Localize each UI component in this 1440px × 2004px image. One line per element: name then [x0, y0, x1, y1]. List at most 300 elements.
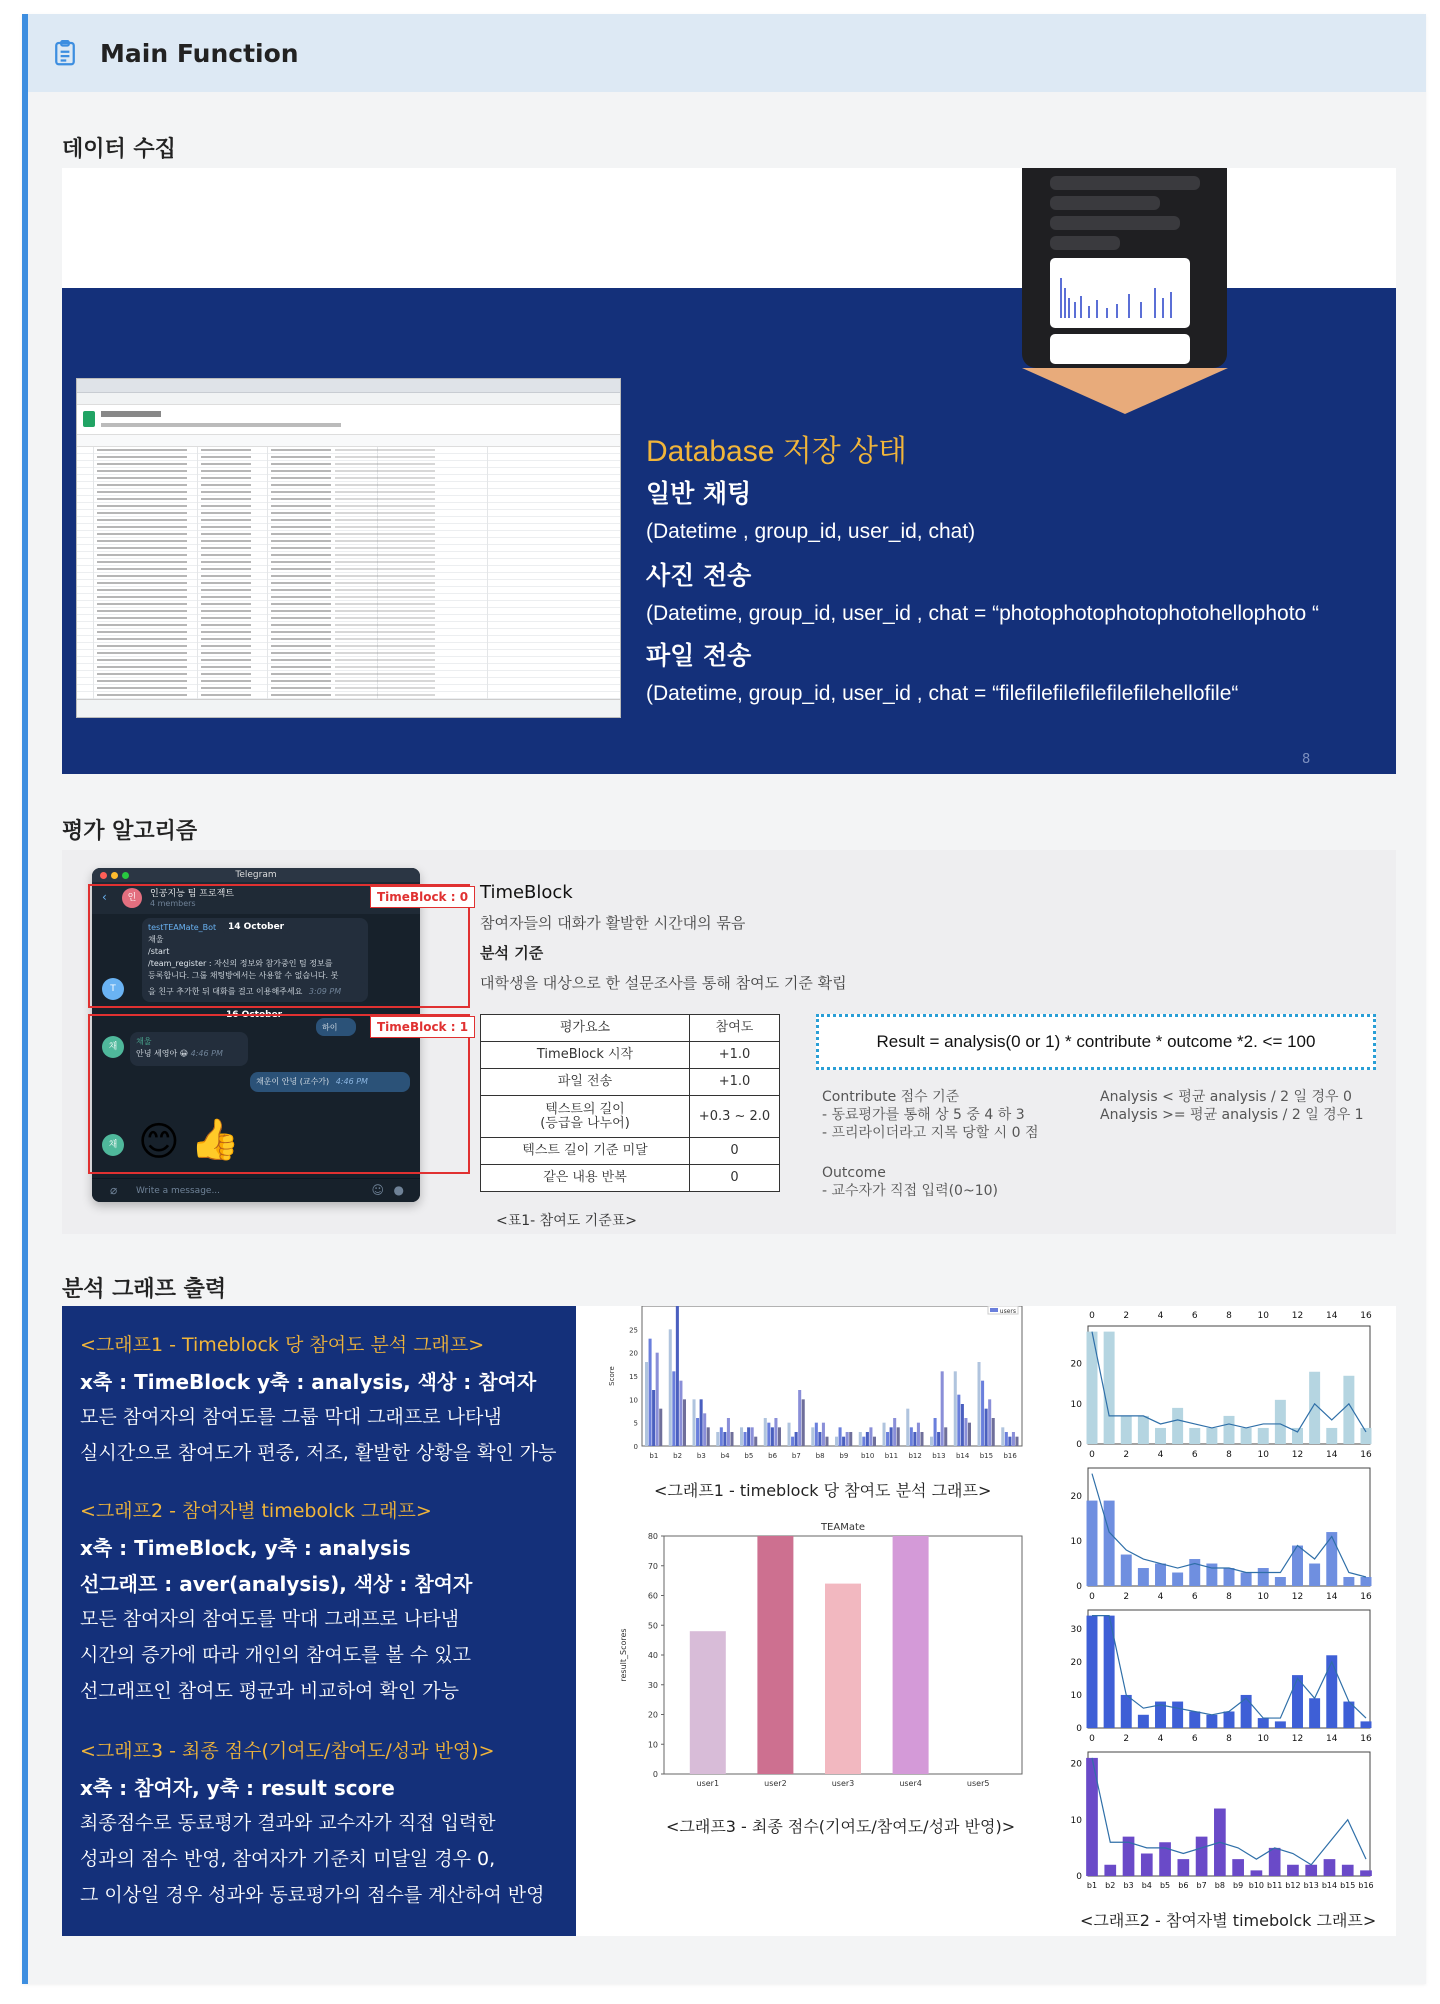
bar [720, 1427, 723, 1446]
graphs-slide [62, 1306, 1396, 1936]
bar [815, 1423, 818, 1446]
bar [1087, 1501, 1098, 1586]
graph2-user2-chart [1058, 1464, 1396, 1604]
bar [1224, 1568, 1235, 1586]
y-tick-label: 25 [629, 1326, 638, 1335]
bar [1206, 1428, 1217, 1444]
x-tick-label: b15 [979, 1452, 994, 1460]
timeblock-title: TimeBlock [480, 882, 573, 903]
x-tick-label: b11 [1267, 1881, 1283, 1890]
graph3-axes: x축 : 참여자, y축 : result score [80, 1776, 395, 1800]
x-tick-label: b8 [815, 1452, 825, 1460]
x-tick-label: 14 [1326, 1734, 1338, 1744]
db-item-label: 파일 전송 [646, 641, 752, 670]
bar [1196, 1837, 1208, 1876]
bar [968, 1423, 971, 1446]
bar [835, 1437, 838, 1446]
x-tick-label: 8 [1226, 1734, 1232, 1744]
bar [1324, 1859, 1336, 1876]
microphone-icon: ● [393, 1183, 404, 1197]
bar [1309, 1564, 1320, 1586]
avatar: 채 [102, 1134, 124, 1156]
x-tick-label: b16 [1003, 1452, 1017, 1460]
bar [1206, 1715, 1217, 1728]
graph3-bar-chart [612, 1518, 1032, 1798]
bar [920, 1432, 923, 1446]
y-tick-label: 40 [647, 1651, 658, 1660]
bar [1015, 1437, 1018, 1446]
graph3-desc: 성과의 점수 반영, 참여자가 기준치 미달일 경우 0, [80, 1848, 496, 1870]
bar [771, 1427, 774, 1446]
bar [913, 1432, 916, 1446]
result-formula: Result = analysis(0 or 1) * contribute * outcome *2. <= 100 [816, 1014, 1376, 1070]
bar [1232, 1859, 1244, 1876]
bar [788, 1423, 791, 1446]
x-tick-label: 6 [1191, 1450, 1198, 1460]
timeblock-0-label: TimeBlock : 0 [370, 886, 475, 908]
bar [767, 1423, 770, 1446]
bar [978, 1362, 981, 1446]
criteria-title: 분석 기준 [480, 944, 544, 962]
section-title-algorithm: 평가 알고리즘 [62, 819, 198, 844]
bar [1001, 1427, 1004, 1446]
bar [754, 1437, 757, 1446]
x-tick-label: user1 [696, 1779, 720, 1788]
y-tick-label: 20 [1070, 1359, 1082, 1370]
x-tick-label: b2 [673, 1452, 683, 1460]
slide-number: 8 [1302, 752, 1311, 767]
bar [1275, 1577, 1286, 1586]
bar [1172, 1702, 1183, 1728]
bar [897, 1427, 900, 1446]
bar [917, 1423, 920, 1446]
graph2-user3-chart [1058, 1606, 1396, 1746]
outcome-note: Outcome - 교수자가 직접 입력(0~10) [822, 1165, 998, 1199]
chart-title: TEAMate [820, 1522, 866, 1533]
graph2-line: 선그래프 : aver(analysis), 색상 : 참여자 [80, 1572, 473, 1596]
bar [1224, 1711, 1235, 1728]
y-tick-label: 30 [647, 1680, 658, 1690]
bar [1104, 1332, 1115, 1444]
y-tick-label: 30 [1070, 1624, 1082, 1635]
db-item-schema: (Datetime, group_id, user_id , chat = “filefilefilefilefilefilehellofile“ [646, 682, 1239, 705]
x-tick-label: b1 [1086, 1881, 1098, 1890]
incoming-message: 채울 안녕 세영아 😀 4:46 PM [130, 1032, 248, 1066]
x-tick-label: b15 [1340, 1881, 1356, 1890]
bar [649, 1339, 652, 1446]
bar [862, 1437, 865, 1446]
x-tick-label-top: 0 [1089, 1311, 1095, 1321]
db-item-label: 일반 채팅 [646, 479, 752, 508]
x-tick-label: b12 [908, 1452, 922, 1460]
bar [992, 1418, 995, 1446]
bar [1241, 1428, 1252, 1444]
bar [747, 1427, 750, 1446]
bar [839, 1427, 842, 1446]
bar [1275, 1721, 1286, 1728]
smile-emoji-icon: 😊 [138, 1119, 180, 1165]
bar [645, 1362, 648, 1446]
bar [846, 1432, 849, 1446]
graph2-axes: x축 : TimeBlock, y축 : analysis [80, 1536, 411, 1560]
outgoing-message: 채운이 안녕 (교수가) 4:46 PM [250, 1072, 410, 1092]
bar [1326, 1532, 1337, 1586]
bar [944, 1427, 947, 1446]
graph2-desc: 선그래프인 참여도 평균과 비교하여 확인 가능 [80, 1680, 459, 1702]
x-tick-label: b3 [696, 1452, 706, 1460]
x-tick-label: user5 [966, 1779, 990, 1788]
participation-table: 평가요소 참여도 TimeBlock 시작 +1.0 파일 전송 +1.0 텍스트의 길이 (등급을 나누어) +0.3 ~ 2.0 텍스트 길이 기준 미달 0 같은 내용 반복 0 [480, 1014, 780, 1192]
contribute-note: Contribute 점수 기준 - 동료평가를 통해 상 5 중 4 하 3 - 프리라이더라고 지목 당할 시 0 점 [822, 1089, 1039, 1141]
bar [961, 1404, 964, 1446]
bar [696, 1418, 699, 1446]
y-tick-label: 20 [1070, 1657, 1082, 1668]
x-tick-label: b4 [720, 1452, 730, 1460]
y-tick-label: 10 [1070, 1690, 1082, 1701]
bar [1343, 1577, 1354, 1586]
bar [1258, 1428, 1269, 1444]
bar [795, 1432, 798, 1446]
graph2-user4-chart [1058, 1748, 1396, 1898]
bar [1155, 1428, 1166, 1444]
bar [652, 1390, 655, 1446]
bar [703, 1413, 706, 1446]
bar [893, 1418, 896, 1446]
bar [886, 1432, 889, 1446]
y-tick-label: 5 [633, 1419, 638, 1428]
bar [1121, 1416, 1132, 1444]
x-tick-label: 2 [1123, 1592, 1130, 1602]
x-tick-label: b6 [1178, 1881, 1189, 1890]
bar [1361, 1577, 1372, 1586]
arrow-down-icon [1022, 368, 1228, 414]
bar [1361, 1721, 1372, 1728]
x-tick-label: b7 [1196, 1881, 1207, 1890]
graphs-description-panel [62, 1306, 576, 1936]
x-tick-label: b14 [955, 1452, 970, 1460]
back-icon: ‹ [102, 890, 107, 904]
y-tick-label: 60 [647, 1591, 658, 1601]
bar [1005, 1432, 1008, 1446]
x-tick-label: 12 [1291, 1592, 1304, 1602]
criteria-desc: 대학생을 대상으로 한 설문조사를 통해 참여도 기준 확립 [480, 974, 847, 992]
graph1-desc: 모든 참여자의 참여도를 그룹 막대 그래프로 나타냄 [80, 1406, 502, 1428]
bar [1287, 1865, 1299, 1876]
x-tick-label: b14 [1321, 1881, 1338, 1890]
y-tick-label: 20 [1070, 1492, 1082, 1503]
graph2-desc: 모든 참여자의 참여도를 막대 그래프로 나타냄 [80, 1608, 459, 1630]
x-tick-label-top: 12 [1291, 1311, 1304, 1321]
bar [1177, 1859, 1189, 1876]
x-tick-label: 6 [1191, 1734, 1198, 1744]
graph3-caption: <그래프3 - 최종 점수(기여도/참여도/성과 반영)> [666, 1817, 1016, 1836]
bar [679, 1381, 682, 1446]
timeblock-desc: 참여자들의 대화가 활발한 시간대의 묶음 [480, 914, 746, 932]
bar [723, 1432, 726, 1446]
bar [690, 1631, 726, 1774]
phone-screenshot [1022, 168, 1227, 368]
bar [740, 1427, 743, 1446]
bar [818, 1432, 821, 1446]
bar [1172, 1408, 1183, 1444]
bar [1008, 1437, 1011, 1446]
x-tick-label: user3 [831, 1779, 855, 1788]
clipboard-icon [50, 38, 80, 68]
graph1-grouped-bar-chart [602, 1306, 1032, 1466]
attach-icon: ⌀ [110, 1183, 118, 1197]
x-tick-label: b13 [932, 1452, 946, 1460]
bar [859, 1432, 862, 1446]
x-tick-label: b5 [1159, 1881, 1171, 1890]
bar [930, 1437, 933, 1446]
bar [1241, 1695, 1252, 1728]
x-tick-label: b10 [1248, 1881, 1265, 1890]
analysis-note: Analysis < 평균 analysis / 2 일 경우 0 Analysis >= 평균 analysis / 2 일 경우 1 [1100, 1089, 1364, 1123]
bar [707, 1427, 710, 1446]
y-tick-label: 50 [647, 1621, 658, 1631]
bar [1104, 1865, 1116, 1876]
x-tick-label: 2 [1123, 1734, 1130, 1744]
avatar: 인 [122, 888, 142, 908]
bar [866, 1432, 869, 1446]
bar [811, 1427, 814, 1446]
emoji-icon: ☺ [371, 1183, 384, 1197]
bar [1251, 1870, 1263, 1876]
date-separator: 14 October [222, 920, 290, 934]
bar [1138, 1568, 1149, 1586]
spreadsheet-screenshot [76, 378, 621, 718]
x-tick-label: user2 [764, 1779, 787, 1788]
bar [1342, 1865, 1354, 1876]
x-tick-label: 16 [1360, 1734, 1372, 1744]
graph2-user1-chart [1058, 1306, 1396, 1462]
bar [778, 1427, 781, 1446]
bar [1087, 1616, 1098, 1728]
bar [1360, 1870, 1372, 1876]
bar [676, 1306, 679, 1446]
timeblock-1-highlight [88, 1014, 470, 1174]
x-tick-label: b13 [1303, 1881, 1319, 1890]
x-tick-label: 4 [1157, 1592, 1164, 1602]
bar [1155, 1564, 1166, 1586]
bar [910, 1427, 913, 1446]
bar [1305, 1865, 1317, 1876]
x-tick-label: b6 [768, 1452, 778, 1460]
legend-swatch [990, 1308, 998, 1312]
bar [1189, 1711, 1200, 1728]
x-tick-label: b2 [1105, 1881, 1116, 1890]
bar [1141, 1854, 1153, 1876]
bar [727, 1418, 730, 1446]
y-tick-label: 0 [633, 1443, 638, 1451]
bar [825, 1437, 828, 1446]
x-tick-label: 10 [1257, 1592, 1269, 1602]
graph2-desc: 시간의 증가에 따라 개인의 참여도를 볼 수 있고 [80, 1644, 472, 1666]
x-tick-label: 8 [1226, 1592, 1232, 1602]
bar [842, 1437, 845, 1446]
database-slide [62, 168, 1396, 774]
x-tick-label: 8 [1226, 1450, 1232, 1460]
bar [656, 1353, 659, 1446]
y-tick-label: 20 [647, 1710, 658, 1720]
bar [1241, 1573, 1252, 1586]
x-tick-label: b8 [1214, 1881, 1225, 1890]
bar [1172, 1573, 1183, 1586]
y-tick-label: 15 [629, 1373, 638, 1381]
bar [964, 1418, 967, 1446]
graph2-caption: <그래프2 - 참여자별 timebolck 그래프> [1080, 1911, 1377, 1930]
bot-message: testTEAMate_Bot 채울 /start /team_register : 자신의 정보와 참가중인 팀 정보를 등록합니다. 그룹 채팅방에서는 사용할 수 없습니다. 봇 [142, 918, 368, 996]
y-tick-label: 10 [1070, 1815, 1082, 1826]
bar [700, 1399, 703, 1446]
x-tick-label-top: 6 [1191, 1311, 1198, 1321]
bar [672, 1371, 675, 1446]
telegram-screenshot: Telegram ‹ 인 인공지능 팀 프로젝트 4 members testTEAMate_Bot 채울 /start /team_register : 자신의 정보와 참가중인 팀 정보를 등록합니다. 그룹 채팅방에서는 사용할 수 없습니다. 봇 을 친구 추가한 뒤 대화를 걸고 이용해주세요 3:09 PM 14 October T 16 October 하이 채 채울 안녕 세영아 😀 4:46 PM 채운이 안녕 (교수가) 4:46 PM 채 😊 👍 Write a message... ⌀ ☺ ● [92, 868, 420, 1202]
graph1-caption: <그래프1 - timeblock 당 참여도 분석 그래프> [654, 1481, 992, 1500]
y-tick-label: 20 [629, 1349, 638, 1358]
x-tick-label: b12 [1285, 1881, 1301, 1890]
bar [1361, 1428, 1372, 1444]
x-tick-label: b7 [791, 1452, 801, 1460]
x-tick-label-top: 4 [1157, 1311, 1164, 1321]
bar [822, 1423, 825, 1446]
main-function-card [22, 14, 1426, 1984]
table-caption: <표1- 참여도 기준표> [496, 1213, 637, 1229]
x-tick-label: 12 [1291, 1734, 1304, 1744]
x-tick-label: 10 [1257, 1450, 1269, 1460]
bar [716, 1432, 719, 1446]
x-tick-label: b3 [1123, 1881, 1134, 1890]
bar [751, 1427, 754, 1446]
group-name: 인공지능 팀 프로젝트 [150, 889, 234, 899]
x-tick-label: user4 [899, 1779, 922, 1788]
bar [730, 1432, 733, 1446]
bar [1121, 1555, 1132, 1586]
bar [791, 1437, 794, 1446]
y-tick-label: 80 [647, 1532, 658, 1541]
x-tick-label: 16 [1360, 1450, 1372, 1460]
x-tick-label-top: 16 [1360, 1311, 1372, 1321]
bar [1121, 1695, 1132, 1728]
x-tick-label: 2 [1123, 1450, 1130, 1460]
x-tick-label: 6 [1191, 1592, 1198, 1602]
db-item-schema: (Datetime, group_id, user_id , chat = “photophotophotophotohellophoto “ [646, 602, 1320, 625]
bar [774, 1418, 777, 1446]
legend-label: users [999, 1308, 1016, 1315]
bar [1326, 1428, 1337, 1444]
x-tick-label: b16 [1358, 1881, 1374, 1890]
bar [1138, 1416, 1149, 1444]
section-title-data-collection: 데이터 수집 [62, 137, 176, 162]
graph3-desc: 그 이상일 경우 성과와 동료평가의 점수를 계산하여 반영 [80, 1884, 545, 1906]
y-tick-label: 0 [1076, 1872, 1082, 1882]
bar [1309, 1698, 1320, 1728]
bar [1224, 1416, 1235, 1444]
x-tick-label: 4 [1157, 1450, 1164, 1460]
graph1-axes: x축 : TimeBlock y축 : analysis, 색상 : 참여자 [80, 1370, 537, 1394]
bar [1138, 1715, 1149, 1728]
thumbs-up-icon: 👍 [190, 1117, 240, 1163]
algorithm-slide [62, 850, 1396, 1234]
y-axis-label: result_Scores [619, 1628, 628, 1682]
bar [1275, 1400, 1286, 1444]
bar [954, 1371, 957, 1446]
avatar: T [102, 978, 124, 1000]
graph2-title: <그래프2 - 참여자별 timebolck 그래프> [80, 1500, 432, 1522]
x-tick-label-top: 2 [1123, 1311, 1130, 1321]
bar [1258, 1718, 1269, 1728]
x-tick-label: 14 [1326, 1592, 1338, 1602]
x-tick-label: 16 [1360, 1592, 1372, 1602]
db-item-schema: (Datetime , group_id, user_id, chat) [646, 520, 976, 543]
bar [669, 1329, 672, 1446]
x-tick-label: 14 [1326, 1450, 1338, 1460]
bar [1104, 1501, 1115, 1586]
x-tick-label-top: 10 [1257, 1311, 1269, 1321]
graph3-title: <그래프3 - 최종 점수(기여도/참여도/성과 반영)> [80, 1740, 495, 1762]
x-tick-label: 0 [1089, 1592, 1095, 1602]
x-tick-label: b9 [839, 1452, 849, 1460]
db-item-label: 사진 전송 [646, 561, 752, 590]
graph3-desc: 최종점수로 동료평가 결과와 교수자가 직접 입력한 [80, 1812, 496, 1834]
x-tick-label: 10 [1257, 1734, 1269, 1744]
bar [988, 1399, 991, 1446]
bar [764, 1418, 767, 1446]
bar [883, 1423, 886, 1446]
y-tick-label: 0 [652, 1770, 658, 1779]
y-tick-label: 0 [1076, 1440, 1082, 1450]
bar [893, 1536, 929, 1774]
bar [1012, 1432, 1015, 1446]
graph1-desc: 실시간으로 참여도가 편중, 저조, 활발한 상황을 확인 가능 [80, 1442, 557, 1464]
bar [757, 1536, 793, 1774]
bar [1258, 1568, 1269, 1586]
x-tick-label: b9 [1233, 1881, 1244, 1890]
bar [1326, 1655, 1337, 1728]
x-tick-label: b11 [884, 1452, 899, 1460]
x-tick-label: b4 [1141, 1881, 1152, 1890]
y-tick-label: 10 [629, 1396, 638, 1405]
bar [890, 1427, 893, 1446]
y-tick-label: 10 [1070, 1399, 1082, 1410]
database-heading: Database 저장 상태 [646, 435, 908, 468]
y-tick-label: 0 [1076, 1724, 1082, 1734]
x-tick-label: b5 [744, 1452, 754, 1460]
x-tick-label-top: 8 [1226, 1311, 1232, 1321]
bar [985, 1409, 988, 1446]
x-tick-label: 12 [1291, 1450, 1304, 1460]
x-tick-label: 0 [1089, 1450, 1095, 1460]
x-tick-label: b10 [860, 1452, 875, 1460]
bar [825, 1584, 861, 1774]
bar [981, 1381, 984, 1446]
x-tick-label: 4 [1157, 1734, 1164, 1744]
card-header [28, 14, 1426, 92]
section-title-graphs: 분석 그래프 출력 [62, 1277, 227, 1302]
group-members: 4 members [150, 899, 196, 908]
bar [957, 1395, 960, 1446]
bar [798, 1390, 801, 1446]
bar [683, 1399, 686, 1446]
x-tick-label: 0 [1089, 1734, 1095, 1744]
timeblock-1-label: TimeBlock : 1 [370, 1016, 475, 1038]
avatar: 채 [102, 1036, 124, 1058]
bar [849, 1432, 852, 1446]
x-tick-label-top: 14 [1326, 1311, 1338, 1321]
bar [873, 1437, 876, 1446]
graph1-title: <그래프1 - Timeblock 당 참여도 분석 그래프> [80, 1334, 485, 1356]
telegram-app-name: Telegram [235, 870, 277, 880]
